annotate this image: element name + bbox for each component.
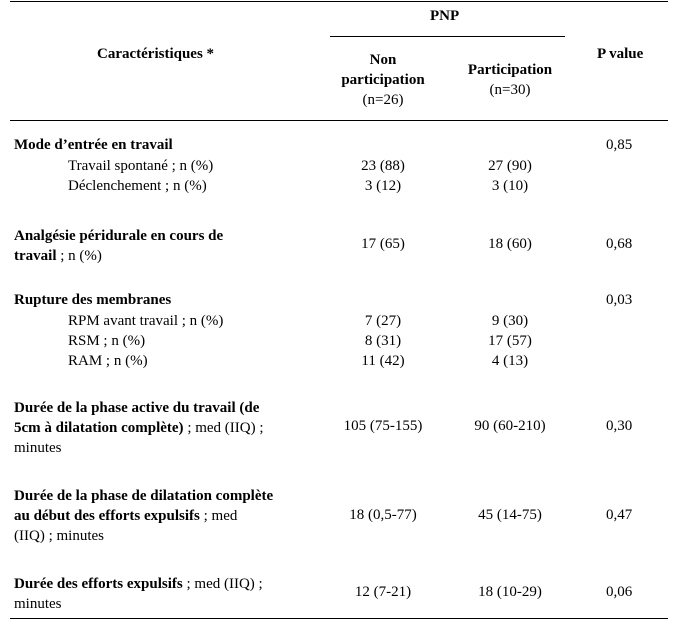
row-suffix: ; n (%) (56, 248, 102, 264)
row-units: (IIQ) ; minutes (14, 528, 104, 544)
sub-label: Travail spontané ; n (%) (68, 158, 214, 174)
row-title-cont: travail (14, 248, 57, 264)
value-non: 7 (27) (364, 313, 402, 329)
value-part: 4 (13) (491, 353, 529, 369)
row-title-block (14, 486, 273, 546)
row-title: Rupture des membranes (14, 292, 172, 308)
row-title: Mode d’entrée en travail (14, 137, 173, 153)
value-non: 8 (31) (364, 333, 402, 349)
value-non: 11 (42) (361, 353, 405, 369)
p-value: 0,03 (606, 292, 633, 308)
sub-label: RSM ; n (%) (68, 333, 146, 349)
row-suffix: ; med (IIQ) ; (183, 420, 264, 436)
header-bottom-rule (10, 120, 668, 121)
pnp-rule (330, 36, 565, 37)
sub-label: RPM avant travail ; n (%) (68, 313, 224, 329)
header-non-n: (n=26) (362, 92, 404, 108)
value-part: 3 (10) (491, 178, 529, 194)
row-units: minutes (14, 440, 62, 456)
header-part-n: (n=30) (489, 82, 531, 98)
row-title-cont: 5cm à dilatation complète) (14, 420, 184, 436)
header-non-participation (322, 50, 444, 110)
value-part: 17 (57) (488, 333, 532, 349)
header-part-line1: Participation (467, 62, 553, 78)
value-part: 18 (60) (488, 236, 532, 252)
header-non-line2: participation (341, 72, 425, 88)
sub-label: Déclenchement ; n (%) (68, 178, 207, 194)
header-non-line1: Non (369, 52, 397, 68)
row-title-cont: au début des efforts expulsifs (14, 508, 200, 524)
row-suffix: ; med (IIQ) ; (182, 576, 263, 592)
p-value: 0,68 (606, 236, 633, 252)
value-non: 3 (12) (364, 178, 402, 194)
value-part: 9 (30) (491, 313, 529, 329)
value-part: 45 (14-75) (478, 507, 542, 523)
value-part: 90 (60-210) (474, 418, 546, 434)
p-value: 0,47 (606, 507, 633, 523)
row-units: minutes (14, 596, 62, 612)
table-top-rule (10, 1, 668, 2)
value-part: 18 (10-29) (478, 584, 542, 600)
header-pnp: PNP (430, 8, 460, 24)
row-title: Durée de la phase active du travail (de (14, 400, 260, 416)
header-p-value: P value (597, 46, 644, 62)
sub-label: RAM ; n (%) (68, 353, 148, 369)
value-non: 23 (88) (361, 158, 405, 174)
value-non: 17 (65) (361, 236, 405, 252)
p-value: 0,06 (606, 584, 633, 600)
row-title: Durée des efforts expulsifs (14, 576, 183, 592)
p-value: 0,85 (606, 137, 633, 153)
header-participation (448, 60, 572, 100)
value-non: 18 (0,5-77) (349, 507, 417, 523)
value-part: 27 (90) (488, 158, 532, 174)
value-non: 12 (7-21) (354, 584, 412, 600)
header-characteristics: Caractéristiques * (97, 46, 215, 62)
p-value: 0,30 (606, 418, 633, 434)
value-non: 105 (75-155) (343, 418, 423, 434)
row-title: Analgésie péridurale en cours de (14, 228, 224, 244)
row-title: Durée de la phase de dilatation complète (14, 488, 274, 504)
row-title-block (14, 398, 264, 458)
row-title-block (14, 226, 223, 266)
row-suffix: ; med (199, 508, 238, 524)
row-title-block (14, 574, 263, 614)
table-bottom-rule (10, 618, 668, 619)
